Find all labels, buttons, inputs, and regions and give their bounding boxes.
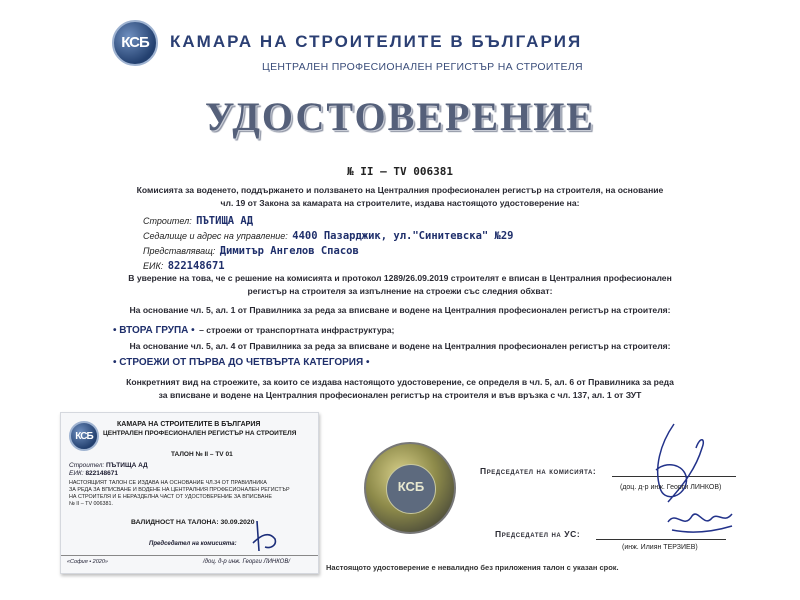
board-chair-label: Председател на УС: (495, 529, 581, 539)
card-eik-label: ЕИК: (69, 470, 84, 477)
commission-chair-name: (доц. д-р инж. Георги ЛИНКОВ) (620, 484, 722, 491)
card-eik-value: 822148671 (85, 470, 118, 477)
card-text (69, 480, 290, 508)
seal-text: КСБ (397, 479, 425, 494)
seal-icon (364, 442, 456, 534)
footer-note: Настоящото удостоверение е невалидно без приложения талон с указан срок. (326, 563, 619, 572)
register-subtitle: ЦЕНТРАЛЕН ПРОФЕСИОНАЛЕН РЕГИСТЪР НА СТРОИТЕЛЯ (262, 61, 583, 73)
representative-label: Представляващ: (143, 246, 216, 256)
card-builder-row (69, 462, 148, 469)
final-line-2: за вписване и водене на Централния професионален регистър на строителя и във връзка с чл. 137, ал. 1 от ЗУТ (158, 390, 642, 400)
card-text-1: НАСТОЯЩИЯТ ТАЛОН СЕ ИЗДАВА НА ОСНОВАНИЕ ЧЛ.34 ОТ ПРАВИЛНИКА (69, 480, 267, 486)
card-title-1: КАМАРА НА СТРОИТЕЛИТЕ В БЪЛГАРИЯ (117, 421, 261, 428)
card-builder-label: Строител: (69, 462, 105, 469)
builder-value: ПЪТИЩА АД (196, 215, 254, 227)
card-text-4: № II – TV 006381. (69, 501, 114, 507)
final-line-1: Конкретният вид на строежите, за които се издава настоящото удостоверение, се определя в чл. 5, ал. 6 от Правилника за реда (126, 377, 674, 387)
eik-label: ЕИК: (143, 261, 164, 271)
card-divider (61, 555, 318, 556)
card-title-2: ЦЕНТРАЛЕН ПРОФЕСИОНАЛЕН РЕГИСТЪР НА СТРОИТЕЛЯ (103, 430, 297, 437)
card-eik-row (69, 470, 118, 477)
chamber-title: КАМАРА НА СТРОИТЕЛИТЕ В БЪЛГАРИЯ (170, 32, 583, 51)
address-value: 4400 Пазарджик, ул."Синитевска" №29 (292, 230, 514, 242)
card-validity: ВАЛИДНОСТ НА ТАЛОНА: 30.09.2020 (131, 519, 255, 526)
group-description: – строежи от транспортната инфраструктура; (199, 325, 395, 335)
intro-line-1: Комисията за воденето, поддържането и ползването на Централния професионален регистър на строителя, на основание (136, 185, 664, 195)
decision-paragraph (0, 272, 800, 298)
basis-2: На основание чл. 5, ал. 4 от Правилника за реда за вписване и водене на Централния професионален регистър на строителя: (129, 341, 671, 351)
card-text-2: ЗА РЕДА ЗА ВПИСВАНЕ И ВОДЕНЕ НА ЦЕНТРАЛНИЯ ПРОФЕСИОНАЛЕН РЕГИСТЪР (69, 487, 290, 493)
intro-line-2: чл. 19 от Закона за камарата на строителите, издава настоящото удостоверение на: (220, 198, 580, 208)
card-place: «София • 2020» (67, 559, 108, 565)
commission-signature-icon (630, 418, 740, 510)
board-chair-name: (инж. Илиян ТЕРЗИЕВ) (622, 544, 698, 551)
decision-line-1: В уверение на това, че с решение на комисията и протокол 1289/26.09.2019 строителят е вписан в Централния професионален (128, 273, 672, 283)
certificate-number: № II – TV 006381 (347, 165, 453, 178)
card-talon-number: ТАЛОН № II – TV 01 (171, 451, 233, 458)
address-label: Седалище и адрес на управление: (143, 231, 288, 241)
card-chair-name: /доц. д-р инж. Георги ЛИНКОВ/ (203, 559, 291, 565)
card-chair-label: Председател на комисията: (149, 541, 237, 547)
final-paragraph (0, 376, 800, 402)
certificate-title: УДОСТОВЕРЕНИЕ (205, 94, 595, 139)
board-signature-icon (662, 500, 742, 542)
basis-1: На основание чл. 5, ал. 1 от Правилника за реда за вписване и водене на Централния професионален регистър на строителя: (129, 305, 671, 315)
ksb-logo-icon (112, 20, 158, 66)
talon-card (60, 412, 319, 574)
decision-line-2: регистър на строителя за изпълнение на строежи със следния обхват: (247, 286, 553, 296)
category-label: • СТРОЕЖИ ОТ ПЪРВА ДО ЧЕТВЪРТА КАТЕГОРИЯ • (113, 357, 370, 368)
card-signature-icon (247, 513, 281, 557)
card-builder-value: ПЪТИЩА АД (105, 462, 148, 469)
intro-paragraph (0, 184, 800, 210)
builder-label: Строител: (143, 216, 192, 226)
group-row (113, 320, 394, 338)
card-logo-text: КСБ (75, 431, 93, 442)
commission-chair-label: Председател на комисията: (480, 466, 597, 476)
card-logo-icon (69, 421, 99, 451)
eik-value: 822148671 (167, 260, 225, 272)
card-text-3: НА СТРОИТЕЛЯ И Е НЕРАЗДЕЛНА ЧАСТ ОТ УДОСТОВЕРЕНИЕ ЗА ВПИСВАНЕ (69, 494, 272, 500)
representative-value: Димитър Ангелов Спасов (219, 245, 359, 257)
group-label: • ВТОРА ГРУПА • (113, 325, 195, 336)
logo-text: КСБ (121, 34, 149, 51)
